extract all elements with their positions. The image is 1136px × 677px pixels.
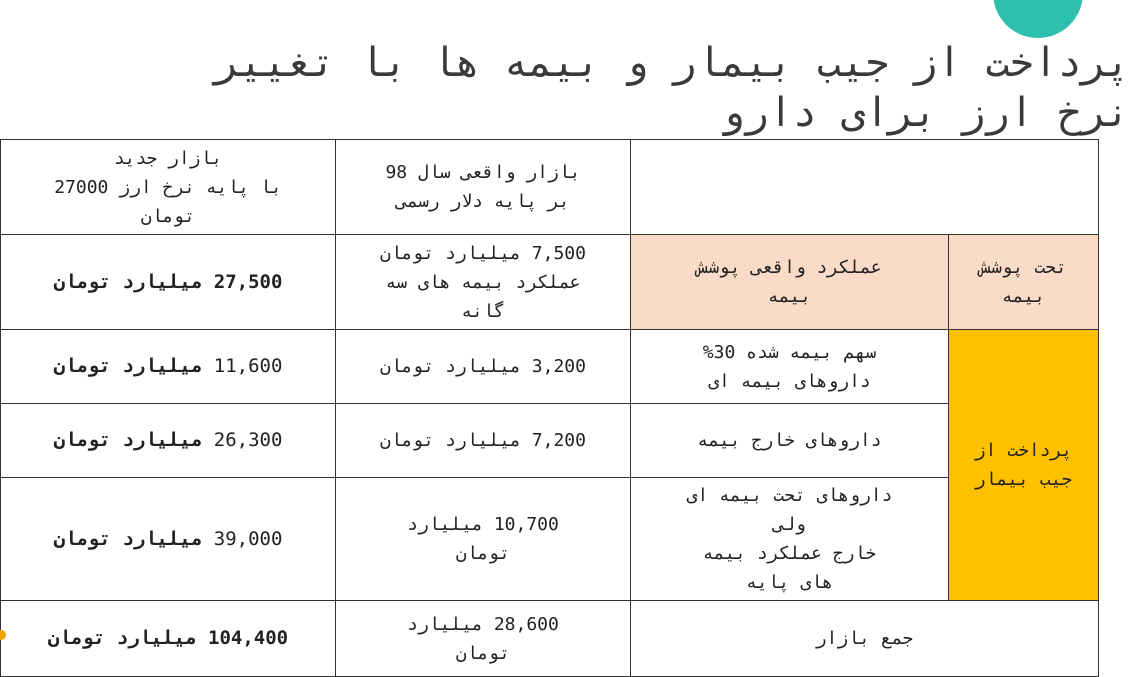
insured-new: 27,500 میلیارد تومان <box>1 235 336 330</box>
comparison-table <box>0 139 1099 677</box>
table-row-header <box>1 140 1099 235</box>
header-new-market: بازار جدید با پایه نرخ ارز 27000 تومان <box>1 140 336 235</box>
decorative-circle <box>993 0 1083 38</box>
oop-new-1: 11,600 میلیارد تومان <box>1 330 336 404</box>
table-row-oop-2 <box>1 404 1099 478</box>
insured-label: تحت پوشش بیمه <box>949 235 1099 330</box>
oop-new-2: 26,300 میلیارد تومان <box>1 404 336 478</box>
insured-item: عملکرد واقعی پوشش بیمه <box>631 235 949 330</box>
table-row-oop-3 <box>1 478 1099 601</box>
total-label: جمع بازار <box>631 601 1099 677</box>
table-row-total <box>1 601 1099 677</box>
table-row-oop-1 <box>1 330 1099 404</box>
total-actual: 28,600 میلیارد تومان <box>336 601 631 677</box>
oop-new-3: 39,000 میلیارد تومان <box>1 478 336 601</box>
oop-actual-1: 3,200 میلیارد تومان <box>336 330 631 404</box>
oop-actual-3: 10,700 میلیارد تومان <box>336 478 631 601</box>
oop-actual-2: 7,200 میلیارد تومان <box>336 404 631 478</box>
oop-item-2: داروهای خارج بیمه <box>631 404 949 478</box>
title-line-1: پرداخت از جیب بیمار و بیمه ها با تغییر <box>214 40 1130 86</box>
total-new: 104,400 میلیارد تومان <box>1 601 336 677</box>
table-row-insured <box>1 235 1099 330</box>
oop-item-3: داروهای تحت بیمه ای ولی خارج عملکرد بیمه های پایه <box>631 478 949 601</box>
title-line-2: نرخ ارز برای دارو <box>720 90 1130 136</box>
out-of-pocket-label: پرداخت از جیب بیمار <box>949 330 1099 601</box>
slide-title <box>60 38 1130 138</box>
empty-header-cell <box>631 140 1099 235</box>
header-actual-market: بازار واقعی سال 98 بر پایه دلار رسمی <box>336 140 631 235</box>
insured-actual: 7,500 میلیارد تومان عملکرد بیمه های سه گانه <box>336 235 631 330</box>
oop-item-1: سهم بیمه شده 30% داروهای بیمه ای <box>631 330 949 404</box>
